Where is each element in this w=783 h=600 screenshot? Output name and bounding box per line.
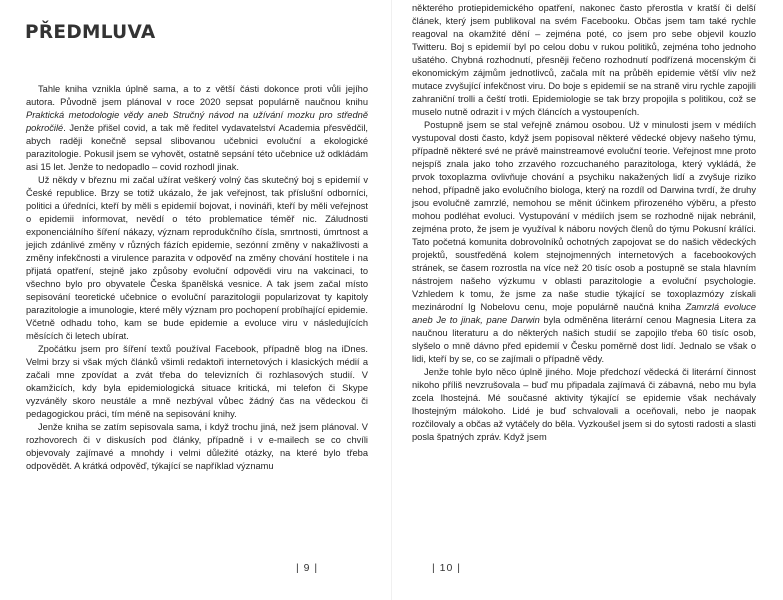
paragraph-text: Zpočátku jsem pro šíření textů používal Facebook, případně blog na iDnes. Velmi brzy si však mých článků všimli redaktoři internetových i klasických médií a začali mne zpovídat a zvát třeba do televizních či rozhlasových studií. V okamžicích, kdy byla epidemiologická situace kritická, mi telefon či Skype vyzváněly skoro neustále a mně nezbýval vůbec žádný čas na vědeckou či pedagogickou práci, tím méně na sepisování knihy. [26, 344, 368, 419]
page-number-right: | 10 | [432, 562, 461, 574]
page-heading: PŘEDMLUVA [25, 22, 156, 43]
paragraph-text: Postupně jsem se stal veřejně známou osobou. Už v minulosti jsem v médiích vystupoval dosti často, když jsem popisoval některé vědecké objevy našeho týmu, případně některé své ne právě mainstreamové evoluční teorie. Veřejnost mne proto nejspíš znala jako toho zrzavého rozcuchaného parazitologa, který vykládá, že prvok toxoplazma ovlivňuje chování a psychiku nakažených lidí a zvyšuje riziko nehod, případně jako evolučního biologa, který na rozdíl od Darwina tvrdí, že druhy jsou evolučně zamrzlé, nemohou se měnit účinkem přirozeného výběru, a přesto mohou podléhat evoluci. Vystupování v médiích jsem se rozhodně nijak nebránil, zejména proto, že jsem je využíval k náboru nových členů do týmu Pokusní králíci. Tato početná komunita dobrovolníků ochotných zapojovat se do našich vědeckých projektů, soustředěná kolem stejnojmenných internetových a facebookových stránek, se časem rozrostla na více než 20 tisíc osob a postupně se stala hlavním nástrojem našeho výzkumu v oblasti parazitologie a evoluční psychologie. Vzhledem k tomu, že jsme za naše studie týkající se toxoplazmózy získali mezinárodní Ig Nobelovu cenu, moje populárně naučná kniha [412, 120, 756, 312]
paragraph [26, 343, 368, 421]
paragraph [412, 366, 756, 444]
italic-title: Zamrzlá evoluce aneb Je to jinak, pane Darwin [412, 302, 756, 325]
paragraph [26, 83, 368, 174]
right-page-text [412, 2, 756, 444]
right-page [392, 0, 783, 600]
paragraph-text: Jenže tohle bylo něco úplně jiného. Moje předchozí vědecká či literární činnost nikoho příliš nevzrušovala – buď mu připadala zajímavá či zábavná, nebo mu byla zcela lhostejná. Mé současné aktivity týkající se epidemie však nechávaly lhostejným málokoho. Lidé je buď schvalovali a oceňovali, nebo je naopak rozčilovaly a občas až vytáčely do běla. Vyzkoušel jsem si do sytosti radosti a slasti posla špatných zpráv. Když jsem [412, 367, 756, 442]
paragraph [412, 119, 756, 366]
paragraph [412, 2, 756, 119]
paragraph [26, 174, 368, 343]
paragraph-text: Tahle kniha vznikla úplně sama, a to z větší části dokonce proti vůli jejího autora. Původně jsem plánoval v roce 2020 sepsat populárně naučnou knihu [26, 84, 368, 107]
paragraph [26, 421, 368, 473]
page-number-left: | 9 | [296, 562, 319, 574]
italic-title: Praktická metodologie vědy aneb Stručný návod na užívání mozku pro středně pokročilé [26, 110, 368, 133]
left-page-text [26, 83, 368, 473]
paragraph-text: Už někdy v březnu mi začal užírat veškerý volný čas skutečný boj s epidemií v České republice. Brzy se totiž ukázalo, že jak veřejnost, tak příslušní odborníci, politici a úředníci, kteří by měli s epidemií bojovat, i novináři, kteří by měli veřejnost o epidemii informovat, nevědí o této problematice téměř nic. Záludnosti exponenciálního šíření nákazy, význam reprodukčního čísla, smrtnosti, úmrtnost a jejich zdánlivé změny v různých fázích epidemie, sezónní změny v nakažlivosti a změny infekčnosti a virulence parazita v odpověď na změny chování hostitele i na přijatá opatření, stejně jako způsoby evoluční odpovědi viru na vakcinaci, to všechno bylo pro obyvatele Česka španělská vesnice. A tak jsem začal místo sepisování teoretické učebnice o evoluční parazitologii popularizovat ty kapitoly parazitologie a imunologie, které měly význam pro pochopení probíhající epidemie. Včetně odhadu toho, kam se bude epidemie a evoluce viru v následujících měsících či letech ubírat. [26, 175, 368, 341]
paragraph-text: byla odměněna literární cenou Magnesia Litera za naučnou literaturu a do některých našich studií se zapojilo třeba 60 tisíc osob, slyšelo o mně dávno před epidemií v Česku poměrně dost lidí. Jednalo se však o lidi, kteří by se, co se zajímali o případně vědy. [412, 315, 756, 364]
paragraph-text: Jenže kniha se zatím sepisovala sama, i když trochu jiná, než jsem plánoval. V rozhovorech či v diskusích pod články, případně i v e-mailech se co chvíli objevovaly zajímavé a mnohdy i velmi důležité otázky, na které bylo třeba odpovědět. A krátká odpověď, týkající se například významu [26, 422, 368, 471]
paragraph-text: . Jenže přišel covid, a tak mě ředitel vydavatelství Academia přesvědčil, abych raději konečně sepsal slibovanou učebnici evoluční a ekologické parazitologie. Pokusil jsem se vyhovět, ostatně sepsání této učebnice už odkládám asi 15 let. Jenže to nedopadlo – covid rozhodl jinak. [26, 123, 368, 172]
paragraph-text: některého protiepidemického opatření, nakonec často přerostla v kratší či delší článek, který jsem publikoval na svém Facebooku. Občas jsem tam také rychle reagoval na okamžité dění – zejména poté, co jsem pro sebe objevil kouzlo Twitteru. Boj s epidemií byl po celou dobu v rukou politiků, zejména toho jednoho ušatého. Chybná rozhodnutí, přesněji řečeno rozhodnutí podřízená mocenským či ekonomickým zájmům jednotlivců, začala mít na průběh epidemie větší vliv než mutace zvyšující infekčnost viru. Do boje s epidemií se na straně viru rychle zapojili zahraniční trolli a čeští trotli. Epidemiologie se tak brzy propojila s politikou, což se muselo nutně odrazit i v mých článcích a vystoupeních. [412, 3, 756, 117]
